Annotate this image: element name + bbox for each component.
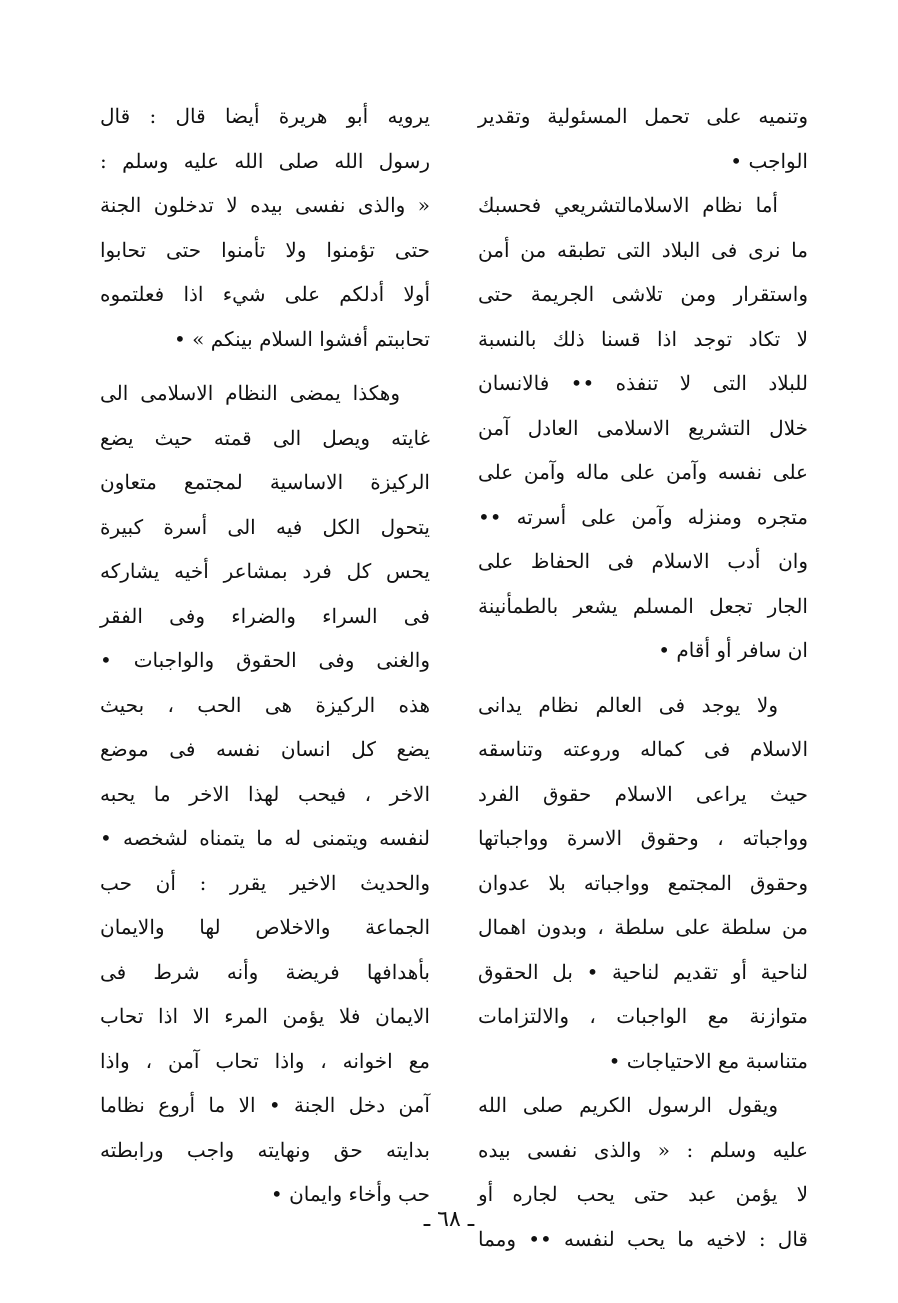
text-line: الجار تجعل المسلم يشعر بالطمأنينة [478, 593, 808, 618]
page-number: ـ ٦٨ ـ [423, 1207, 475, 1232]
text-line: ما نرى فى البلاد التى تطبقه من أمن [478, 237, 808, 262]
paragraph-gap [100, 361, 430, 371]
text-line: حتى تؤمنوا ولا تأمنوا حتى تحابوا [100, 237, 430, 262]
text-line: بدايته حق ونهايته واجب ورابطته [100, 1137, 430, 1162]
text-line: مع اخوانه ، واذا تحاب آمن ، واذا [100, 1048, 430, 1073]
text-line: من سلطة على سلطة ، وبدون اهمال [478, 915, 808, 939]
text-line: والغنى وفى الحقوق والواجبات • [100, 648, 430, 672]
text-line: خلال التشريع الاسلامى العادل آمن [478, 415, 808, 440]
text-line: غايته ويصل الى قمته حيث يضع [100, 425, 430, 450]
text-line: لناحية أو تقديم لناحية • بل الحقوق [478, 959, 808, 984]
text-line: للبلاد التى لا تنفذه •• فالانسان [478, 371, 808, 395]
text-line: يضع كل انسان نفسه فى موضع [100, 737, 430, 761]
text-line: لا تكاد توجد اذا قسنا ذلك بالنسبة [478, 326, 808, 351]
text-line: الاسلام فى كماله وروعته وتناسقه [478, 737, 808, 761]
text-line: حب وأخاء وايمان • [270, 1182, 430, 1206]
text-line: وان أدب الاسلام فى الحفاظ على [478, 549, 808, 573]
text-line: وواجباته ، وحقوق الاسرة وواجباتها [478, 826, 808, 850]
text-line: وهكذا يمضى النظام الاسلامى الى [100, 381, 400, 405]
text-line: واستقرار ومن تلاشى الجريمة حتى [478, 282, 808, 306]
text-line: وتنميه على تحمل المسئولية وتقدير [478, 104, 808, 128]
text-line: الاخر ، فيحب لهذا الاخر ما يحبه [100, 781, 430, 806]
text-line: لنفسه ويتمنى له ما يتمناه لشخصه • [100, 826, 430, 850]
left-column [100, 94, 430, 1217]
text-line: الركيزة الاساسية لمجتمع متعاون [100, 470, 430, 494]
text-line: يتحول الكل فيه الى أسرة كبيرة [100, 514, 430, 539]
text-line: لا يؤمن عبد حتى يحب لجاره أو [478, 1182, 808, 1206]
paragraph-gap [478, 673, 808, 683]
text-line: ان سافر أو أقام • [658, 638, 808, 662]
text-line: الجماعة والاخلاص لها والايمان [100, 915, 430, 939]
text-line: والحديث الاخير يقرر : أن حب [100, 870, 430, 895]
text-line: حيث يراعى الاسلام حقوق الفرد [478, 781, 808, 806]
text-line: يرويه أبو هريرة أيضا قال : قال [100, 104, 430, 128]
text-line: الايمان فلا يؤمن المرء الا اذا تحاب [100, 1004, 430, 1028]
text-line: هذه الركيزة هى الحب ، بحيث [100, 692, 430, 717]
text-line: قال : لاخيه ما يحب لنفسه •• ومما [478, 1226, 808, 1251]
text-line: تحاببتم أفشوا السلام بينكم » • [174, 326, 430, 351]
text-line: متوازنة مع الواجبات ، والالتزامات [478, 1004, 808, 1028]
text-line: أولا أدلكم على شيء اذا فعلتموه [100, 282, 430, 306]
text-line: الواجب • [730, 148, 808, 173]
text-line: متناسبة مع الاحتياجات • [608, 1048, 808, 1073]
text-line: رسول الله صلى الله عليه وسلم : [100, 148, 430, 173]
text-line: ويقول الرسول الكريم صلى الله [478, 1093, 778, 1117]
right-column [478, 94, 808, 1261]
text-line: أما نظام الاسلامالتشريعي فحسبك [478, 193, 778, 217]
text-line: فى السراء والضراء وفى الفقر [100, 603, 430, 628]
text-line: بأهدافها فريضة وأنه شرط فى [100, 959, 430, 984]
text-line: وحقوق المجتمع وواجباته بلا عدوان [478, 870, 808, 895]
text-line: عليه وسلم : « والذى نفسى بيده [478, 1137, 808, 1162]
text-line: على نفسه وآمن على ماله وآمن على [478, 460, 808, 484]
text-line: « والذى نفسى بيده لا تدخلون الجنة [100, 193, 430, 217]
text-line: آمن دخل الجنة • الا ما أروع نظاما [100, 1093, 430, 1117]
text-line: ولا يوجد فى العالم نظام يدانى [478, 692, 778, 717]
text-line: متجره ومنزله وآمن على أسرته •• [478, 504, 808, 529]
text-line: يحس كل فرد بمشاعر أخيه يشاركه [100, 559, 430, 583]
